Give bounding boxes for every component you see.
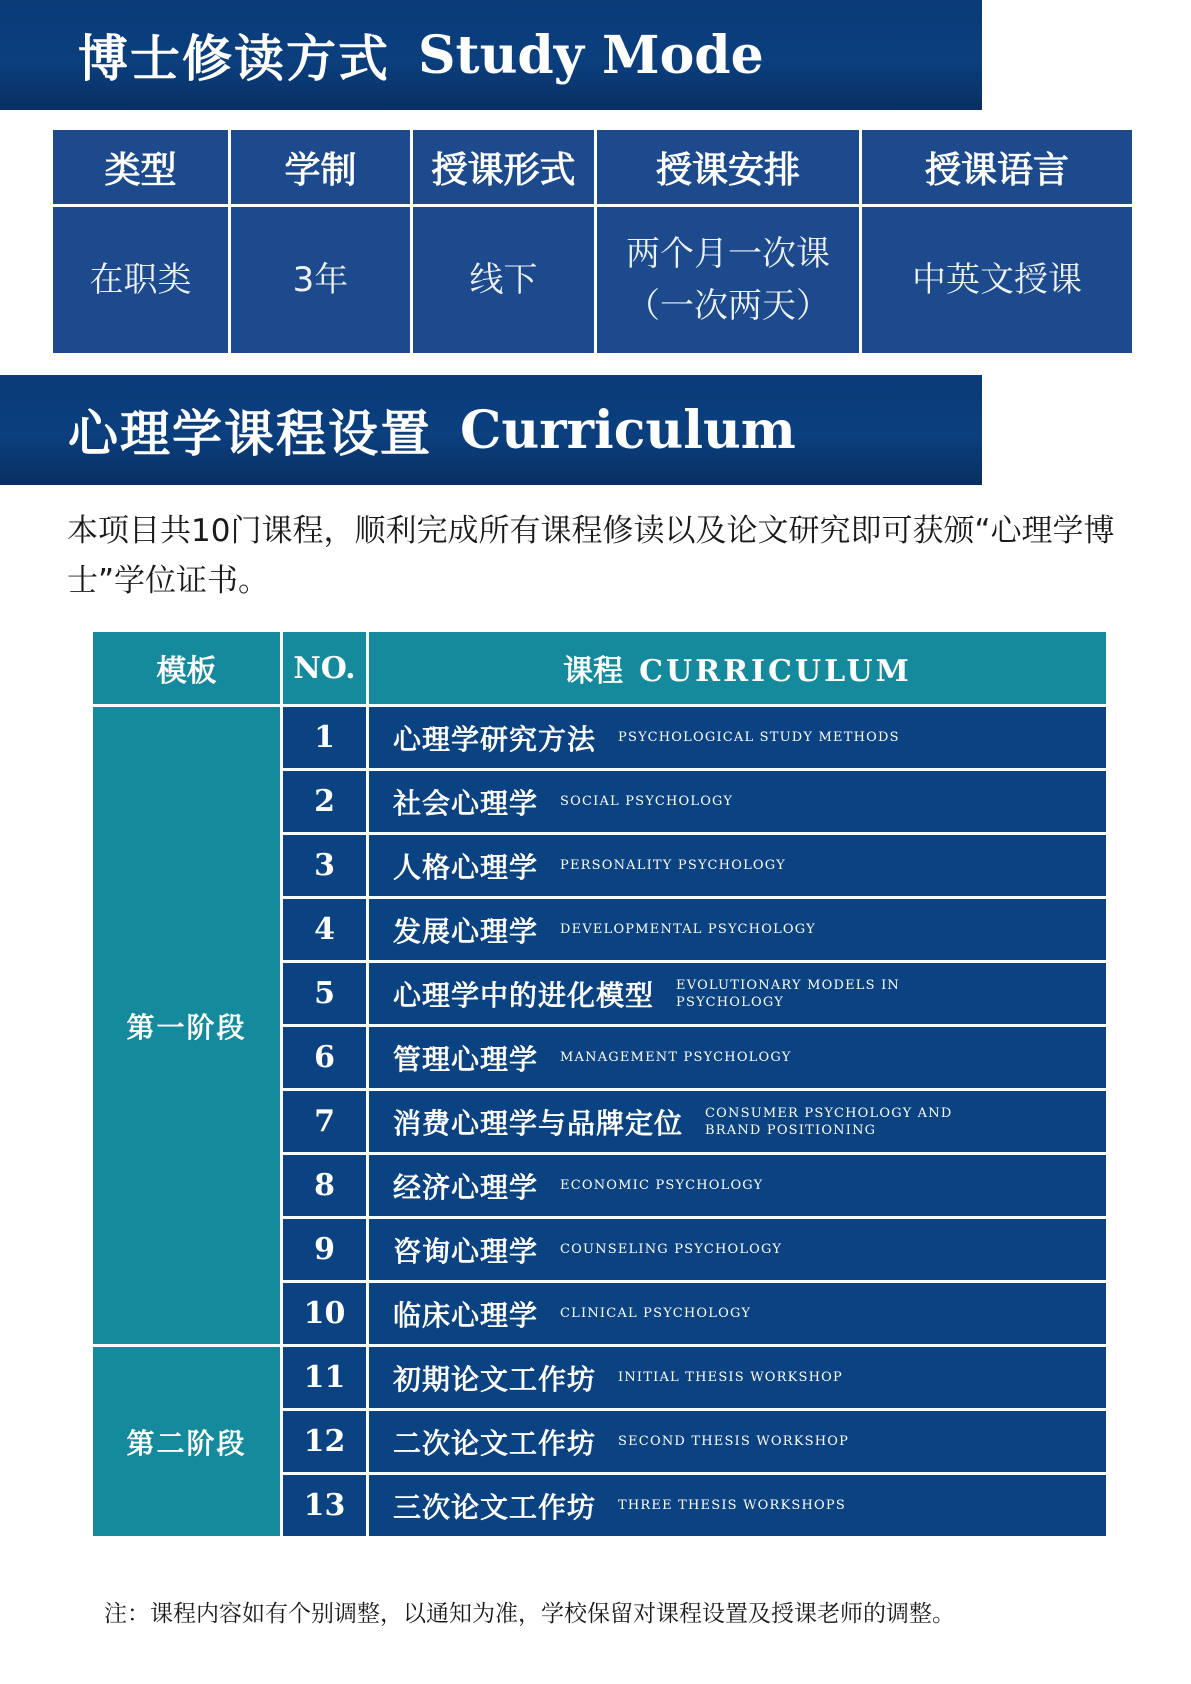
header-course — [368, 631, 1108, 706]
study-mode-title-en: Study Mode — [418, 24, 764, 86]
course-name-en: PERSONALITY PSYCHOLOGY — [560, 858, 786, 873]
course-name-en: SOCIAL PSYCHOLOGY — [560, 794, 734, 809]
course-row — [92, 706, 1108, 770]
course-name-en: CLINICAL PSYCHOLOGY — [560, 1306, 752, 1321]
course-cell — [368, 962, 1108, 1026]
course-name-en: MANAGEMENT PSYCHOLOGY — [560, 1050, 792, 1065]
header-course-zh: 课程 — [563, 654, 624, 689]
course-number: 8 — [282, 1154, 368, 1218]
curriculum-body — [92, 706, 1108, 1538]
value-schedule — [596, 206, 861, 355]
course-row — [92, 1346, 1108, 1410]
curriculum-intro: 本项目共10门课程，顺利完成所有课程修读以及论文研究即可获颁“心理学博士”学位证书。 — [67, 513, 1115, 599]
course-name-zh: 初期论文工作坊 — [393, 1362, 597, 1396]
course-cell — [368, 1282, 1108, 1346]
curriculum-table — [90, 629, 1109, 1539]
course-cell — [368, 898, 1108, 962]
study-mode-header-row — [52, 129, 1134, 206]
course-name-zh: 发展心理学 — [393, 914, 539, 948]
course-name-zh: 三次论文工作坊 — [393, 1490, 597, 1524]
study-mode-title-zh: 博士修读方式 — [78, 30, 390, 88]
course-name-en: INITIAL THESIS WORKSHOP — [618, 1370, 843, 1385]
course-number: 4 — [282, 898, 368, 962]
course-name-en: ECONOMIC PSYCHOLOGY — [560, 1178, 764, 1193]
header-schedule: 授课安排 — [596, 129, 861, 206]
course-number: 13 — [282, 1474, 368, 1538]
course-cell — [368, 1026, 1108, 1090]
header-duration: 学制 — [230, 129, 412, 206]
course-name-zh: 管理心理学 — [393, 1042, 539, 1076]
course-cell — [368, 1346, 1108, 1410]
curriculum-banner — [0, 375, 982, 485]
course-name-zh: 心理学中的进化模型 — [393, 978, 655, 1012]
course-number: 7 — [282, 1090, 368, 1154]
study-mode-value-row — [52, 206, 1134, 355]
course-name-en: SECOND THESIS WORKSHOP — [618, 1434, 850, 1449]
curriculum-header-row — [92, 631, 1108, 706]
stage-label: 第二阶段 — [92, 1346, 282, 1538]
header-course-en: CURRICULUM — [639, 654, 912, 689]
value-format: 线下 — [412, 206, 596, 355]
course-name-zh: 临床心理学 — [393, 1298, 539, 1332]
course-name-en: CONSUMER PSYCHOLOGY AND BRAND POSITIONING — [705, 1105, 953, 1138]
course-name-en: THREE THESIS WORKSHOPS — [618, 1498, 846, 1513]
header-type: 类型 — [52, 129, 230, 206]
course-name-zh: 经济心理学 — [393, 1170, 539, 1204]
footnote: 注：课程内容如有个别调整，以通知为准，学校保留对课程设置及授课老师的调整。 — [104, 1601, 955, 1627]
course-number: 12 — [282, 1410, 368, 1474]
header-format: 授课形式 — [412, 129, 596, 206]
value-schedule-line2: （一次两天） — [626, 286, 830, 326]
course-name-zh: 心理学研究方法 — [393, 722, 597, 756]
course-number: 9 — [282, 1218, 368, 1282]
course-name-en: DEVELOPMENTAL PSYCHOLOGY — [560, 922, 816, 937]
course-number: 5 — [282, 962, 368, 1026]
course-name-zh: 人格心理学 — [393, 850, 539, 884]
course-number: 11 — [282, 1346, 368, 1410]
course-name-zh: 咨询心理学 — [393, 1234, 539, 1268]
study-mode-table — [50, 127, 1135, 356]
course-cell — [368, 1218, 1108, 1282]
course-number: 10 — [282, 1282, 368, 1346]
course-cell — [368, 1474, 1108, 1538]
course-number: 2 — [282, 770, 368, 834]
course-cell — [368, 1410, 1108, 1474]
header-no: NO. — [282, 631, 368, 706]
course-cell — [368, 1154, 1108, 1218]
course-name-en: PSYCHOLOGICAL STUDY METHODS — [618, 730, 900, 745]
curriculum-title-zh: 心理学课程设置 — [68, 405, 432, 463]
study-mode-banner — [0, 0, 982, 110]
value-duration: 3年 — [230, 206, 412, 355]
stage-label: 第一阶段 — [92, 706, 282, 1346]
value-type: 在职类 — [52, 206, 230, 355]
course-name-zh: 社会心理学 — [393, 786, 539, 820]
curriculum-title-en: Curriculum — [460, 399, 796, 461]
course-cell — [368, 834, 1108, 898]
course-cell — [368, 770, 1108, 834]
value-language: 中英文授课 — [861, 206, 1134, 355]
header-module: 模板 — [92, 631, 282, 706]
course-number: 3 — [282, 834, 368, 898]
course-name-en: COUNSELING PSYCHOLOGY — [560, 1242, 783, 1257]
course-number: 6 — [282, 1026, 368, 1090]
value-schedule-line1: 两个月一次课 — [626, 234, 830, 274]
course-number: 1 — [282, 706, 368, 770]
course-cell — [368, 1090, 1108, 1154]
course-cell — [368, 706, 1108, 770]
header-language: 授课语言 — [861, 129, 1134, 206]
course-name-zh: 二次论文工作坊 — [393, 1426, 597, 1460]
course-name-zh: 消费心理学与品牌定位 — [393, 1106, 684, 1140]
course-name-en: EVOLUTIONARY MODELS IN PSYCHOLOGY — [676, 977, 900, 1010]
